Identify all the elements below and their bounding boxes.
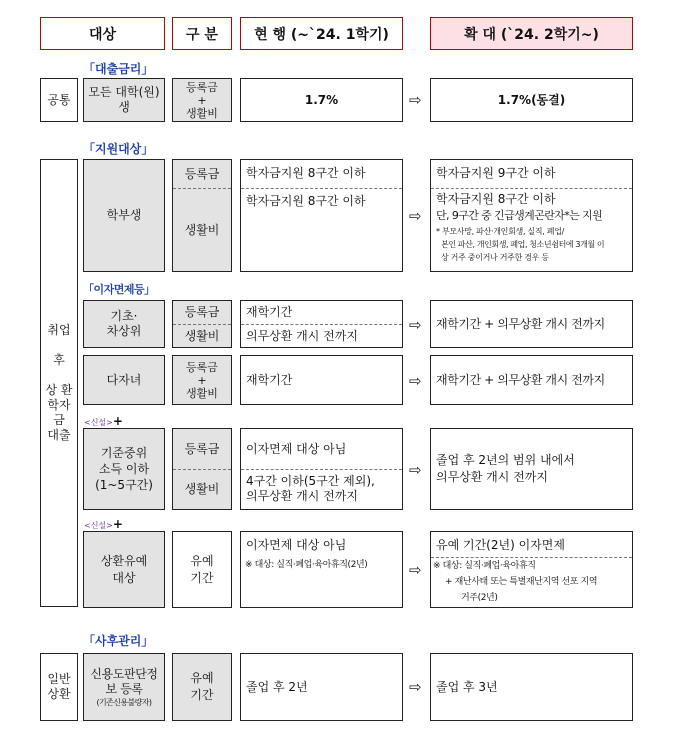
new-tag-1 xyxy=(84,410,123,429)
median-target: 기준중위 소득 이하 (1~5구간) xyxy=(83,428,165,510)
median-expanded xyxy=(430,428,633,510)
basic-exp-text: 재학기간 + 의무상환 개시 전까지 xyxy=(436,316,605,331)
section-post-mgmt: 「사후관리」 xyxy=(83,634,154,648)
deferral-category: 유예 기간 xyxy=(172,531,232,608)
deferral-cur-text: 이자면제 대상 아님 xyxy=(246,538,347,552)
arrow-icon: ⇨ xyxy=(409,91,422,109)
new-plus: + xyxy=(112,414,123,428)
undergrad-cat-living: 생활비 xyxy=(184,222,220,237)
deferral-exp-note-2: + 재난사태 또는 특별재난지역 선포 지역 xyxy=(445,577,598,587)
undergrad-exp-note-3: 상 거주 중이거나 거주한 경우 등 xyxy=(441,253,549,262)
multi-current xyxy=(240,355,403,405)
median-cur-living: 4구간 이하(5구간 제외), 의무상환 개시 전까지 xyxy=(246,474,375,503)
arrow-icon: ⇨ xyxy=(409,372,422,390)
undergrad-cur-living: 학자금지원 8구간 이하 xyxy=(246,194,366,208)
arrow-icon: ⇨ xyxy=(409,678,422,696)
header-target: 대상 xyxy=(40,17,165,50)
undergrad-cat-tuition: 등록금 xyxy=(184,166,220,181)
deferral-cur-note: ※ 대상: 실직·폐업·육아휴직(2년) xyxy=(245,560,368,570)
median-category xyxy=(172,428,232,510)
section-interest-exempt: 「이자면제등」 xyxy=(83,283,155,296)
median-exp-text: 졸업 후 2년의 범위 내에서 의무상환 개시 전까지 xyxy=(436,453,575,484)
header-current: 현 행 (~`24. 1학기) xyxy=(240,17,403,50)
general-exp-text: 졸업 후 3년 xyxy=(436,679,498,694)
undergrad-exp-living-1: 학자금지원 8구간 이하 xyxy=(436,192,556,206)
deferral-exp-text: 유예 기간(2년) 이자면제 xyxy=(436,538,565,552)
new-tag-2 xyxy=(84,513,123,532)
side-label: 취업 후 상 환 학자 금 대출 xyxy=(40,159,78,607)
header-expanded: 확 대 (`24. 2학기~) xyxy=(430,17,633,50)
general-current xyxy=(240,653,403,721)
median-cat-living: 생활비 xyxy=(184,482,220,496)
general-target xyxy=(83,653,165,721)
new-plus: + xyxy=(112,517,123,531)
undergrad-exp-note-2: 본인 파산, 개인회생, 폐업, 청소년쉼터에 3개월 이 xyxy=(441,240,605,249)
undergrad-exp-note-1: * 부모사망, 파산·개인회생, 실직, 폐업/ xyxy=(436,227,565,236)
multi-category: 등록금 + 생활비 xyxy=(172,355,232,405)
basic-cur-tuition: 재학기간 xyxy=(246,305,293,319)
header-category: 구 분 xyxy=(172,17,232,50)
undergrad-target: 학부생 xyxy=(83,159,165,272)
common-label: 공통 xyxy=(40,78,78,122)
section-loan-rate: 「대출금리」 xyxy=(83,62,154,76)
basic-cat-tuition: 등록금 xyxy=(184,305,220,319)
undergrad-expanded xyxy=(430,159,633,272)
new-label: <신설> xyxy=(84,418,113,427)
arrow-icon: ⇨ xyxy=(409,461,422,479)
new-label: <신설> xyxy=(84,521,113,530)
basic-cat-living: 생활비 xyxy=(184,328,220,343)
basic-target: 기초· 차상위 xyxy=(83,300,165,348)
undergrad-cur-tuition: 학자금지원 8구간 이하 xyxy=(246,166,366,180)
deferral-exp-note-3: 거주(2년) xyxy=(461,593,498,603)
multi-exp-text: 재학기간 + 의무상환 개시 전까지 xyxy=(436,372,605,387)
median-current xyxy=(240,428,403,510)
deferral-current xyxy=(240,531,403,608)
arrow-icon: ⇨ xyxy=(409,561,422,579)
general-category: 유예 기간 xyxy=(172,653,232,721)
common-target: 모든 대학(원)생 xyxy=(83,78,165,122)
deferral-exp-note-1: ※ 대상: 실직·폐업·육아휴직 xyxy=(433,561,536,571)
multi-expanded xyxy=(430,355,633,405)
common-category: 등록금 + 생활비 xyxy=(172,78,232,122)
section-support: 「지원대상」 xyxy=(83,142,154,156)
undergrad-exp-living-2: 단, 9구간 중 긴급생계곤란자*는 지원 xyxy=(436,209,603,222)
basic-expanded xyxy=(430,300,633,348)
multi-cur-text: 재학기간 xyxy=(246,372,293,387)
median-cur-tuition: 이자면제 대상 아님 xyxy=(246,442,347,456)
undergrad-category xyxy=(172,159,232,272)
basic-category xyxy=(172,300,232,348)
general-cur-text: 졸업 후 2년 xyxy=(246,679,308,694)
deferral-target: 상환유예 대상 xyxy=(83,531,165,608)
common-current: 1.7% xyxy=(240,78,403,122)
general-expanded xyxy=(430,653,633,721)
common-expanded: 1.7%(동결) xyxy=(430,78,633,122)
undergrad-exp-tuition: 학자금지원 9구간 이하 xyxy=(436,166,556,180)
general-label: 일반 상환 xyxy=(40,653,78,721)
median-cat-tuition: 등록금 xyxy=(184,441,220,456)
multi-target: 다자녀 xyxy=(83,355,165,405)
deferral-expanded xyxy=(430,531,633,608)
general-target-sub: (기존신용불량자) xyxy=(96,697,152,707)
arrow-icon: ⇨ xyxy=(409,316,422,334)
arrow-icon: ⇨ xyxy=(409,207,422,225)
basic-cur-living: 의무상환 개시 전까지 xyxy=(246,329,358,343)
basic-current xyxy=(240,300,403,348)
general-target-text: 신용도판단정 보 등록 xyxy=(90,666,158,696)
undergrad-current xyxy=(240,159,403,272)
